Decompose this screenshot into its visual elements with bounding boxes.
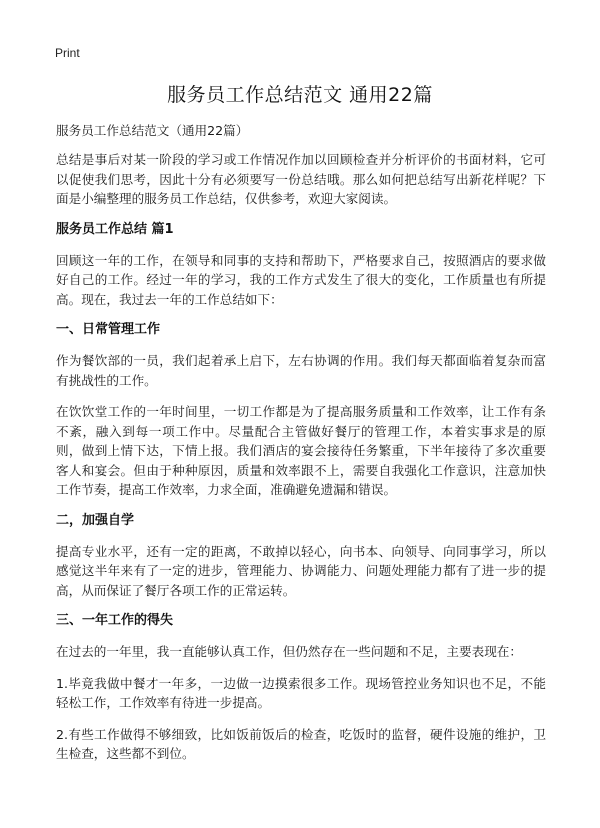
section3-paragraph-1: 在过去的一年里，我一直能够认真工作，但仍然存在一些问题和不足，主要表现在： — [56, 644, 522, 659]
section-heading-daily-management: 一、日常管理工作 — [56, 322, 161, 337]
document-title: 服务员工作总结范文 通用22篇 — [167, 84, 433, 106]
document-body — [56, 122, 546, 776]
section3-list-item-1: 1.毕竟我做中餐才一年多，一边做一边摸索很多工作。现场管控业务知识也不足，不能轻松工作，工作效率有待进一步提高。 — [56, 675, 546, 710]
section-heading-self-study: 二，加强自学 — [56, 512, 135, 528]
intro-paragraph: 总结是事后对某一阶段的学习或工作情况作加以回顾检查并分析评价的书面材料，它可以促使我们思考，因此十分有必须要写一份总结哦。那么如何把总结写出新花样呢？下面是小编整理的服务员工作总结，仅供参考，欢迎大家阅读。 — [56, 152, 546, 206]
section-heading-gains-losses: 三、一年工作的得失 — [56, 613, 174, 628]
section1-paragraph-1: 作为餐饮部的一员，我们起着承上启下，左右协调的作用。我们每天都面临着复杂而富有挑战性的工作。 — [56, 353, 546, 388]
section1-paragraph-2: 在饮饮堂工作的一年时间里，一切工作都是为了提高服务质量和工作效率，让工作有条不紊，融入到每一项工作中。尽量配合主管做好餐厅的管理工作，本着实事求是的原则，做到上情下达，下情上报。我们酒店的宴会接待任务繁重，下半年接待了多次重要客人和宴会。但由于种种原因，质量和效率跟不上，需要自我强化工作意识，注意加快工作节奏，提高工作效率，力求全面，准确避免遗漏和错误。 — [56, 404, 546, 497]
article-heading: 服务员工作总结 篇1 — [56, 221, 174, 237]
section3-list-item-2: 2.有些工作做得不够细致，比如饭前饭后的检查，吃饭时的监督，硬件设施的维护，卫生检查，这些都不到位。 — [56, 726, 546, 761]
opening-paragraph: 回顾这一年的工作，在领导和同事的支持和帮助下，严格要求自己，按照酒店的要求做好自己的工作。经过一年的学习，我的工作方式发生了很大的变化，工作质量也有所提高。现在，我过去一年的工作总结如下： — [56, 252, 546, 307]
section2-paragraph-1: 提高专业水平，还有一定的距离，不敢掉以轻心，向书本、向领导、向同事学习，所以感觉这半年来有了一定的进步，管理能力、协调能力、问题处理能力都有了进一步的提高，从而保证了餐厅各项工作的正常运转。 — [56, 543, 546, 598]
print-link[interactable]: Print — [55, 46, 80, 60]
document-subtitle: 服务员工作总结范文（通用22篇） — [56, 123, 249, 138]
